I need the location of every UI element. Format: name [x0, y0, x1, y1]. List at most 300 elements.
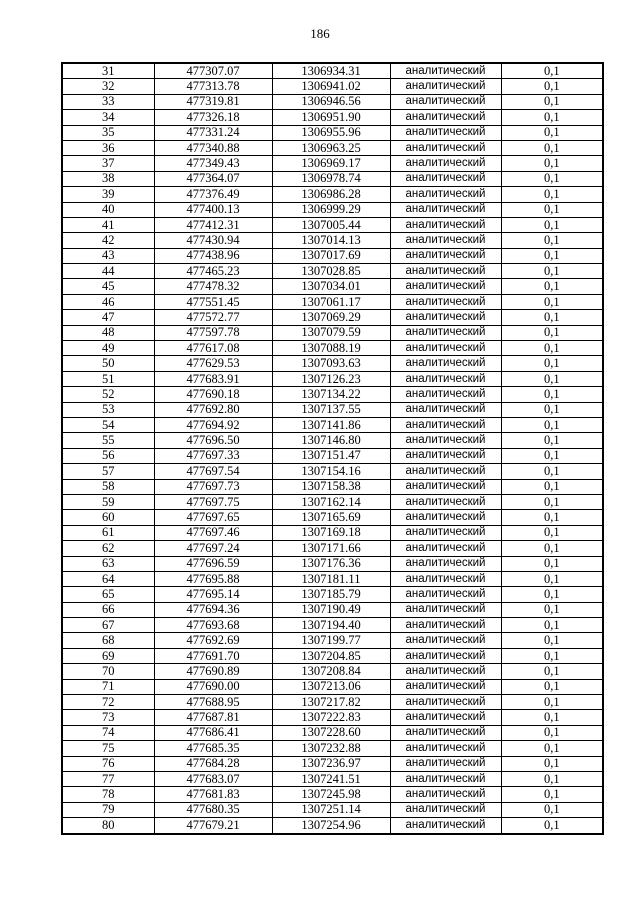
table-row [62, 710, 603, 725]
x-coordinate-cell: 477597.78 [154, 325, 272, 340]
x-coordinate-cell: 477697.33 [154, 448, 272, 463]
y-coordinate-cell: 1307194.40 [272, 618, 390, 633]
table-row [62, 633, 603, 648]
table-row [62, 587, 603, 602]
y-coordinate-cell: 1307134.22 [272, 387, 390, 402]
y-coordinate-cell: 1307088.19 [272, 341, 390, 356]
point-number-cell: 48 [62, 325, 154, 340]
y-coordinate-cell: 1306941.02 [272, 79, 390, 94]
x-coordinate-cell: 477465.23 [154, 264, 272, 279]
method-cell: аналитический [390, 233, 501, 248]
y-coordinate-cell: 1306986.28 [272, 187, 390, 202]
point-number-cell: 61 [62, 525, 154, 540]
table-row [62, 110, 603, 125]
accuracy-cell: 0,1 [501, 248, 603, 263]
method-cell: аналитический [390, 294, 501, 309]
point-number-cell: 71 [62, 679, 154, 694]
method-cell: аналитический [390, 279, 501, 294]
method-cell: аналитический [390, 710, 501, 725]
x-coordinate-cell: 477364.07 [154, 171, 272, 186]
y-coordinate-cell: 1307093.63 [272, 356, 390, 371]
point-number-cell: 80 [62, 818, 154, 834]
table-row [62, 417, 603, 432]
table-row [62, 294, 603, 309]
point-number-cell: 33 [62, 94, 154, 109]
x-coordinate-cell: 477478.32 [154, 279, 272, 294]
x-coordinate-cell: 477376.49 [154, 187, 272, 202]
table-row [62, 448, 603, 463]
y-coordinate-cell: 1307228.60 [272, 725, 390, 740]
x-coordinate-cell: 477688.95 [154, 695, 272, 710]
y-coordinate-cell: 1307028.85 [272, 264, 390, 279]
y-coordinate-cell: 1307251.14 [272, 802, 390, 817]
x-coordinate-cell: 477697.65 [154, 510, 272, 525]
accuracy-cell: 0,1 [501, 679, 603, 694]
accuracy-cell: 0,1 [501, 602, 603, 617]
y-coordinate-cell: 1307146.80 [272, 433, 390, 448]
method-cell: аналитический [390, 356, 501, 371]
accuracy-cell: 0,1 [501, 387, 603, 402]
accuracy-cell: 0,1 [501, 725, 603, 740]
table-row [62, 171, 603, 186]
y-coordinate-cell: 1306946.56 [272, 94, 390, 109]
table-row [62, 140, 603, 155]
point-number-cell: 68 [62, 633, 154, 648]
table-row [62, 187, 603, 202]
table-row [62, 341, 603, 356]
y-coordinate-cell: 1307245.98 [272, 787, 390, 802]
accuracy-cell: 0,1 [501, 802, 603, 817]
y-coordinate-cell: 1307158.38 [272, 479, 390, 494]
accuracy-cell: 0,1 [501, 217, 603, 232]
method-cell: аналитический [390, 510, 501, 525]
accuracy-cell: 0,1 [501, 479, 603, 494]
table-row [62, 818, 603, 834]
table-row [62, 264, 603, 279]
accuracy-cell: 0,1 [501, 202, 603, 217]
method-cell: аналитический [390, 79, 501, 94]
method-cell: аналитический [390, 741, 501, 756]
table-row [62, 402, 603, 417]
y-coordinate-cell: 1307217.82 [272, 695, 390, 710]
coordinates-table [61, 62, 604, 835]
method-cell: аналитический [390, 802, 501, 817]
point-number-cell: 34 [62, 110, 154, 125]
table-row [62, 248, 603, 263]
point-number-cell: 47 [62, 310, 154, 325]
accuracy-cell: 0,1 [501, 510, 603, 525]
x-coordinate-cell: 477696.59 [154, 556, 272, 571]
y-coordinate-cell: 1306969.17 [272, 156, 390, 171]
method-cell: аналитический [390, 248, 501, 263]
x-coordinate-cell: 477340.88 [154, 140, 272, 155]
method-cell: аналитический [390, 371, 501, 386]
point-number-cell: 59 [62, 494, 154, 509]
x-coordinate-cell: 477685.35 [154, 741, 272, 756]
table-row [62, 664, 603, 679]
x-coordinate-cell: 477572.77 [154, 310, 272, 325]
method-cell: аналитический [390, 556, 501, 571]
y-coordinate-cell: 1306934.31 [272, 63, 390, 79]
point-number-cell: 56 [62, 448, 154, 463]
page-number: 186 [310, 26, 330, 41]
y-coordinate-cell: 1307213.06 [272, 679, 390, 694]
y-coordinate-cell: 1306978.74 [272, 171, 390, 186]
y-coordinate-cell: 1307169.18 [272, 525, 390, 540]
point-number-cell: 37 [62, 156, 154, 171]
point-number-cell: 72 [62, 695, 154, 710]
x-coordinate-cell: 477694.36 [154, 602, 272, 617]
y-coordinate-cell: 1307185.79 [272, 587, 390, 602]
accuracy-cell: 0,1 [501, 63, 603, 79]
accuracy-cell: 0,1 [501, 171, 603, 186]
table-row [62, 756, 603, 771]
table-row [62, 556, 603, 571]
point-number-cell: 46 [62, 294, 154, 309]
y-coordinate-cell: 1306963.25 [272, 140, 390, 155]
method-cell: аналитический [390, 787, 501, 802]
x-coordinate-cell: 477551.45 [154, 294, 272, 309]
table-row [62, 679, 603, 694]
x-coordinate-cell: 477430.94 [154, 233, 272, 248]
accuracy-cell: 0,1 [501, 125, 603, 140]
method-cell: аналитический [390, 417, 501, 432]
y-coordinate-cell: 1306955.96 [272, 125, 390, 140]
point-number-cell: 74 [62, 725, 154, 740]
y-coordinate-cell: 1307034.01 [272, 279, 390, 294]
method-cell: аналитический [390, 387, 501, 402]
x-coordinate-cell: 477683.91 [154, 371, 272, 386]
y-coordinate-cell: 1307190.49 [272, 602, 390, 617]
x-coordinate-cell: 477693.68 [154, 618, 272, 633]
y-coordinate-cell: 1307241.51 [272, 771, 390, 786]
x-coordinate-cell: 477313.78 [154, 79, 272, 94]
method-cell: аналитический [390, 171, 501, 186]
table-row [62, 279, 603, 294]
method-cell: аналитический [390, 525, 501, 540]
accuracy-cell: 0,1 [501, 818, 603, 834]
x-coordinate-cell: 477697.46 [154, 525, 272, 540]
table-row [62, 648, 603, 663]
table-row [62, 433, 603, 448]
y-coordinate-cell: 1307171.66 [272, 541, 390, 556]
x-coordinate-cell: 477697.24 [154, 541, 272, 556]
table-row [62, 741, 603, 756]
point-number-cell: 79 [62, 802, 154, 817]
accuracy-cell: 0,1 [501, 325, 603, 340]
point-number-cell: 63 [62, 556, 154, 571]
y-coordinate-cell: 1307181.11 [272, 571, 390, 586]
method-cell: аналитический [390, 602, 501, 617]
table-row [62, 479, 603, 494]
method-cell: аналитический [390, 140, 501, 155]
x-coordinate-cell: 477687.81 [154, 710, 272, 725]
coordinates-table-body [62, 63, 603, 834]
accuracy-cell: 0,1 [501, 371, 603, 386]
point-number-cell: 64 [62, 571, 154, 586]
x-coordinate-cell: 477692.80 [154, 402, 272, 417]
point-number-cell: 75 [62, 741, 154, 756]
y-coordinate-cell: 1307165.69 [272, 510, 390, 525]
table-row [62, 94, 603, 109]
y-coordinate-cell: 1307254.96 [272, 818, 390, 834]
method-cell: аналитический [390, 125, 501, 140]
method-cell: аналитический [390, 325, 501, 340]
x-coordinate-cell: 477400.13 [154, 202, 272, 217]
accuracy-cell: 0,1 [501, 525, 603, 540]
x-coordinate-cell: 477697.73 [154, 479, 272, 494]
point-number-cell: 44 [62, 264, 154, 279]
x-coordinate-cell: 477697.54 [154, 464, 272, 479]
point-number-cell: 52 [62, 387, 154, 402]
accuracy-cell: 0,1 [501, 448, 603, 463]
method-cell: аналитический [390, 217, 501, 232]
accuracy-cell: 0,1 [501, 233, 603, 248]
method-cell: аналитический [390, 433, 501, 448]
y-coordinate-cell: 1307204.85 [272, 648, 390, 663]
accuracy-cell: 0,1 [501, 633, 603, 648]
x-coordinate-cell: 477686.41 [154, 725, 272, 740]
table-row [62, 571, 603, 586]
point-number-cell: 55 [62, 433, 154, 448]
x-coordinate-cell: 477679.21 [154, 818, 272, 834]
y-coordinate-cell: 1307017.69 [272, 248, 390, 263]
table-row [62, 233, 603, 248]
method-cell: аналитический [390, 618, 501, 633]
table-row [62, 464, 603, 479]
table-row [62, 371, 603, 386]
x-coordinate-cell: 477692.69 [154, 633, 272, 648]
point-number-cell: 69 [62, 648, 154, 663]
point-number-cell: 70 [62, 664, 154, 679]
accuracy-cell: 0,1 [501, 648, 603, 663]
method-cell: аналитический [390, 587, 501, 602]
y-coordinate-cell: 1307236.97 [272, 756, 390, 771]
x-coordinate-cell: 477696.50 [154, 433, 272, 448]
method-cell: аналитический [390, 310, 501, 325]
y-coordinate-cell: 1307199.77 [272, 633, 390, 648]
point-number-cell: 36 [62, 140, 154, 155]
method-cell: аналитический [390, 202, 501, 217]
x-coordinate-cell: 477326.18 [154, 110, 272, 125]
x-coordinate-cell: 477412.31 [154, 217, 272, 232]
x-coordinate-cell: 477331.24 [154, 125, 272, 140]
point-number-cell: 57 [62, 464, 154, 479]
point-number-cell: 50 [62, 356, 154, 371]
accuracy-cell: 0,1 [501, 402, 603, 417]
table-row [62, 387, 603, 402]
point-number-cell: 35 [62, 125, 154, 140]
method-cell: аналитический [390, 664, 501, 679]
table-row [62, 771, 603, 786]
method-cell: аналитический [390, 818, 501, 834]
x-coordinate-cell: 477690.89 [154, 664, 272, 679]
table-row [62, 695, 603, 710]
y-coordinate-cell: 1307154.16 [272, 464, 390, 479]
x-coordinate-cell: 477438.96 [154, 248, 272, 263]
accuracy-cell: 0,1 [501, 556, 603, 571]
y-coordinate-cell: 1306951.90 [272, 110, 390, 125]
accuracy-cell: 0,1 [501, 587, 603, 602]
accuracy-cell: 0,1 [501, 94, 603, 109]
point-number-cell: 58 [62, 479, 154, 494]
method-cell: аналитический [390, 494, 501, 509]
accuracy-cell: 0,1 [501, 294, 603, 309]
point-number-cell: 77 [62, 771, 154, 786]
table-row [62, 725, 603, 740]
x-coordinate-cell: 477307.07 [154, 63, 272, 79]
method-cell: аналитический [390, 110, 501, 125]
x-coordinate-cell: 477349.43 [154, 156, 272, 171]
x-coordinate-cell: 477629.53 [154, 356, 272, 371]
method-cell: аналитический [390, 448, 501, 463]
point-number-cell: 42 [62, 233, 154, 248]
table-row [62, 125, 603, 140]
point-number-cell: 49 [62, 341, 154, 356]
accuracy-cell: 0,1 [501, 787, 603, 802]
table-row [62, 156, 603, 171]
x-coordinate-cell: 477695.14 [154, 587, 272, 602]
accuracy-cell: 0,1 [501, 771, 603, 786]
point-number-cell: 40 [62, 202, 154, 217]
accuracy-cell: 0,1 [501, 140, 603, 155]
accuracy-cell: 0,1 [501, 541, 603, 556]
x-coordinate-cell: 477683.07 [154, 771, 272, 786]
point-number-cell: 73 [62, 710, 154, 725]
accuracy-cell: 0,1 [501, 756, 603, 771]
accuracy-cell: 0,1 [501, 417, 603, 432]
x-coordinate-cell: 477694.92 [154, 417, 272, 432]
accuracy-cell: 0,1 [501, 695, 603, 710]
accuracy-cell: 0,1 [501, 356, 603, 371]
y-coordinate-cell: 1307208.84 [272, 664, 390, 679]
x-coordinate-cell: 477681.83 [154, 787, 272, 802]
method-cell: аналитический [390, 187, 501, 202]
x-coordinate-cell: 477684.28 [154, 756, 272, 771]
point-number-cell: 65 [62, 587, 154, 602]
point-number-cell: 51 [62, 371, 154, 386]
method-cell: аналитический [390, 695, 501, 710]
method-cell: аналитический [390, 479, 501, 494]
table-row [62, 202, 603, 217]
method-cell: аналитический [390, 156, 501, 171]
method-cell: аналитический [390, 341, 501, 356]
point-number-cell: 67 [62, 618, 154, 633]
x-coordinate-cell: 477691.70 [154, 648, 272, 663]
table-row [62, 602, 603, 617]
point-number-cell: 53 [62, 402, 154, 417]
y-coordinate-cell: 1307137.55 [272, 402, 390, 417]
y-coordinate-cell: 1307222.83 [272, 710, 390, 725]
table-row [62, 802, 603, 817]
point-number-cell: 76 [62, 756, 154, 771]
accuracy-cell: 0,1 [501, 664, 603, 679]
y-coordinate-cell: 1307069.29 [272, 310, 390, 325]
method-cell: аналитический [390, 771, 501, 786]
table-row [62, 310, 603, 325]
accuracy-cell: 0,1 [501, 310, 603, 325]
table-row [62, 787, 603, 802]
method-cell: аналитический [390, 264, 501, 279]
method-cell: аналитический [390, 633, 501, 648]
method-cell: аналитический [390, 679, 501, 694]
point-number-cell: 54 [62, 417, 154, 432]
table-row [62, 325, 603, 340]
x-coordinate-cell: 477695.88 [154, 571, 272, 586]
y-coordinate-cell: 1307141.86 [272, 417, 390, 432]
accuracy-cell: 0,1 [501, 279, 603, 294]
point-number-cell: 39 [62, 187, 154, 202]
point-number-cell: 41 [62, 217, 154, 232]
y-coordinate-cell: 1307162.14 [272, 494, 390, 509]
y-coordinate-cell: 1307176.36 [272, 556, 390, 571]
accuracy-cell: 0,1 [501, 264, 603, 279]
table-row [62, 541, 603, 556]
accuracy-cell: 0,1 [501, 187, 603, 202]
y-coordinate-cell: 1307151.47 [272, 448, 390, 463]
method-cell: аналитический [390, 541, 501, 556]
method-cell: аналитический [390, 571, 501, 586]
table-row [62, 494, 603, 509]
accuracy-cell: 0,1 [501, 156, 603, 171]
point-number-cell: 31 [62, 63, 154, 79]
accuracy-cell: 0,1 [501, 341, 603, 356]
y-coordinate-cell: 1307014.13 [272, 233, 390, 248]
method-cell: аналитический [390, 756, 501, 771]
x-coordinate-cell: 477680.35 [154, 802, 272, 817]
accuracy-cell: 0,1 [501, 79, 603, 94]
point-number-cell: 62 [62, 541, 154, 556]
point-number-cell: 43 [62, 248, 154, 263]
y-coordinate-cell: 1307079.59 [272, 325, 390, 340]
point-number-cell: 32 [62, 79, 154, 94]
method-cell: аналитический [390, 725, 501, 740]
x-coordinate-cell: 477697.75 [154, 494, 272, 509]
accuracy-cell: 0,1 [501, 571, 603, 586]
method-cell: аналитический [390, 63, 501, 79]
x-coordinate-cell: 477319.81 [154, 94, 272, 109]
table-row [62, 618, 603, 633]
table-row [62, 217, 603, 232]
accuracy-cell: 0,1 [501, 710, 603, 725]
accuracy-cell: 0,1 [501, 110, 603, 125]
table-row [62, 525, 603, 540]
y-coordinate-cell: 1307126.23 [272, 371, 390, 386]
accuracy-cell: 0,1 [501, 464, 603, 479]
y-coordinate-cell: 1306999.29 [272, 202, 390, 217]
accuracy-cell: 0,1 [501, 494, 603, 509]
point-number-cell: 78 [62, 787, 154, 802]
method-cell: аналитический [390, 648, 501, 663]
x-coordinate-cell: 477617.08 [154, 341, 272, 356]
table-row [62, 79, 603, 94]
accuracy-cell: 0,1 [501, 433, 603, 448]
x-coordinate-cell: 477690.18 [154, 387, 272, 402]
x-coordinate-cell: 477690.00 [154, 679, 272, 694]
method-cell: аналитический [390, 464, 501, 479]
accuracy-cell: 0,1 [501, 741, 603, 756]
point-number-cell: 45 [62, 279, 154, 294]
point-number-cell: 66 [62, 602, 154, 617]
method-cell: аналитический [390, 402, 501, 417]
y-coordinate-cell: 1307061.17 [272, 294, 390, 309]
table-row [62, 356, 603, 371]
method-cell: аналитический [390, 94, 501, 109]
y-coordinate-cell: 1307005.44 [272, 217, 390, 232]
table-row [62, 63, 603, 79]
table-row [62, 510, 603, 525]
y-coordinate-cell: 1307232.88 [272, 741, 390, 756]
